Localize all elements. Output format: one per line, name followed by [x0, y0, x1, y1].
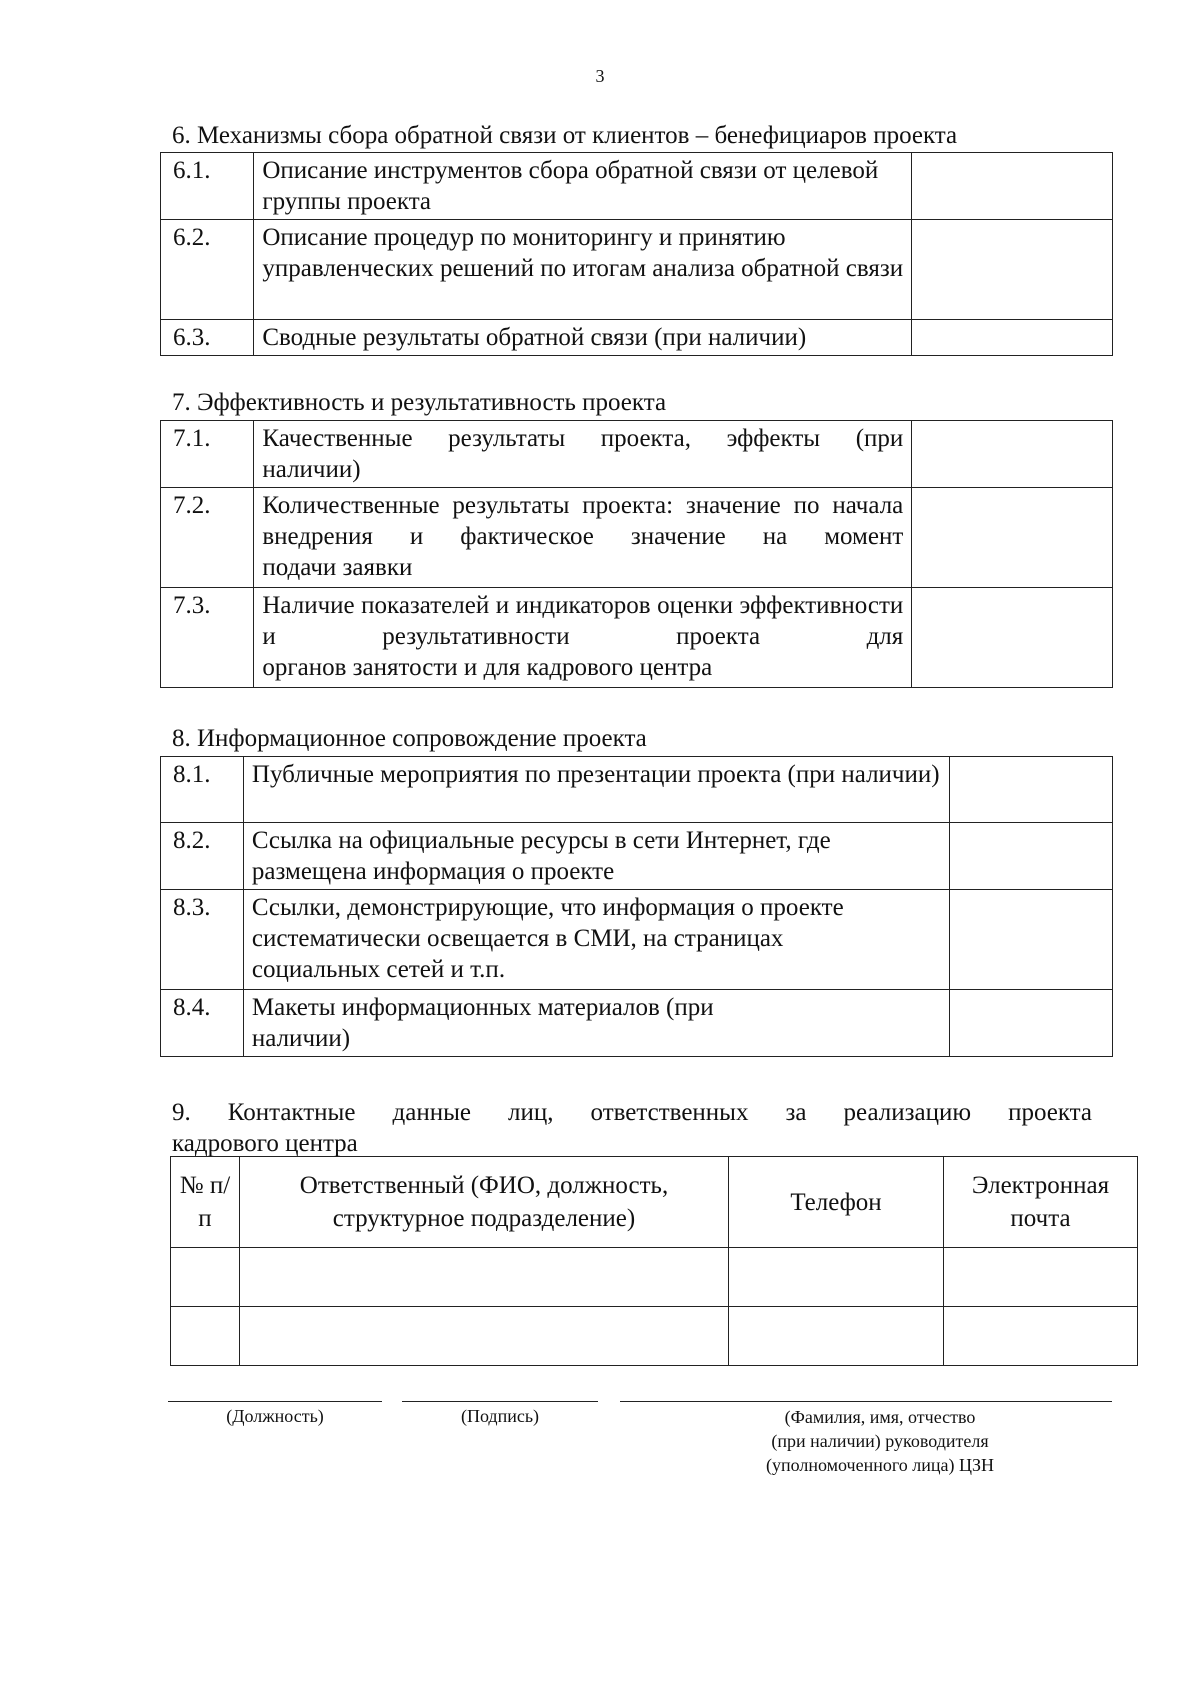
name-label [700, 1405, 1060, 1477]
row-description-last-line: органов занятости и для кадрового центра [262, 654, 713, 681]
row-number: 8.1. [161, 757, 244, 823]
table-row [161, 588, 1113, 688]
row-number: 8.4. [161, 990, 244, 1057]
header-email: Электронная почта [944, 1157, 1138, 1248]
section-8-table [160, 756, 1113, 1057]
section-7-table [160, 420, 1113, 688]
table-row [161, 488, 1113, 588]
section-9-title [172, 1097, 1092, 1159]
cell-phone[interactable] [729, 1307, 944, 1366]
section-6-table [160, 152, 1113, 356]
row-number: 7.2. [161, 488, 254, 588]
position-line[interactable] [168, 1401, 382, 1402]
row-description-last-line: подачи заявки [262, 554, 413, 581]
header-phone: Телефон [729, 1157, 944, 1248]
header-responsible: Ответственный (ФИО, должность, структурное подразделение) [240, 1157, 729, 1248]
table-row [171, 1307, 1138, 1366]
row-value-cell[interactable] [912, 320, 1113, 356]
row-description-text: Качественные результаты проекта, эффекты (при [262, 425, 904, 452]
row-number: 6.3. [161, 320, 254, 356]
table-row [161, 220, 1113, 320]
contacts-header-row [171, 1157, 1138, 1248]
signature-line[interactable] [402, 1401, 598, 1402]
table-row [161, 320, 1113, 356]
name-line[interactable] [620, 1401, 1112, 1402]
row-value-cell[interactable] [912, 588, 1113, 688]
row-number: 8.3. [161, 890, 244, 990]
row-description: Публичные мероприятия по презентации проекта (при наличии) [243, 757, 950, 823]
header-num: № п/п [171, 1157, 240, 1248]
name-label-line-2: (при наличии) руководителя [771, 1431, 989, 1451]
row-value-cell[interactable] [912, 220, 1113, 320]
row-description [254, 488, 912, 588]
row-description-last-line: наличии) [262, 456, 361, 483]
cell-phone[interactable] [729, 1248, 944, 1307]
cell-email[interactable] [944, 1248, 1138, 1307]
table-row [161, 153, 1113, 220]
name-label-line-1: (Фамилия, имя, отчество [784, 1407, 976, 1427]
row-value-cell[interactable] [950, 890, 1113, 990]
row-value-cell[interactable] [912, 421, 1113, 488]
section-8-title: 8. Информационное сопровождение проекта [172, 725, 647, 752]
row-number: 6.2. [161, 220, 254, 320]
section-7-title: 7. Эффективность и результативность проекта [172, 389, 667, 416]
cell-responsible[interactable] [240, 1248, 729, 1307]
position-label: (Должность) [226, 1406, 324, 1426]
row-description [254, 421, 912, 488]
section-9-title-line-2: кадрового центра [172, 1130, 358, 1157]
table-row [161, 990, 1113, 1057]
row-description: Ссылки, демонстрирующие, что информация о проекте систематически освещается в СМИ, на страницах социальных сетей и т.п. [243, 890, 950, 990]
row-value-cell[interactable] [950, 823, 1113, 890]
table-row [161, 421, 1113, 488]
row-description: Сводные результаты обратной связи (при наличии) [254, 320, 912, 356]
table-row [161, 823, 1113, 890]
row-value-cell[interactable] [912, 153, 1113, 220]
signature-label: (Подпись) [460, 1406, 540, 1426]
row-description: Описание инструментов сбора обратной связи от целевой группы проекта [254, 153, 912, 220]
name-label-line-3: (уполномоченного лица) ЦЗН [765, 1455, 995, 1475]
row-description-text: Количественные результаты проекта: значение по начала внедрения и фактическое значение на момент [262, 492, 904, 550]
row-value-cell[interactable] [950, 757, 1113, 823]
table-row [171, 1248, 1138, 1307]
contacts-table [170, 1156, 1138, 1366]
row-value-cell[interactable] [912, 488, 1113, 588]
cell-num[interactable] [171, 1307, 240, 1366]
cell-num[interactable] [171, 1248, 240, 1307]
row-description-text: Наличие показателей и индикаторов оценки эффективности и результативности проекта для [262, 592, 904, 650]
section-6-title: 6. Механизмы сбора обратной связи от клиентов – бенефициаров проекта [172, 122, 958, 149]
page-number: 3 [595, 66, 605, 86]
table-row [161, 757, 1113, 823]
row-number: 6.1. [161, 153, 254, 220]
table-row [161, 890, 1113, 990]
section-9-title-line-1: 9. Контактные данные лиц, ответственных за реализацию проекта [172, 1099, 1092, 1126]
row-value-cell[interactable] [950, 990, 1113, 1057]
row-description: Макеты информационных материалов (при наличии) [243, 990, 950, 1057]
row-number: 7.1. [161, 421, 254, 488]
row-description: Ссылка на официальные ресурсы в сети Интернет, где размещена информация о проекте [243, 823, 950, 890]
row-number: 8.2. [161, 823, 244, 890]
row-number: 7.3. [161, 588, 254, 688]
cell-email[interactable] [944, 1307, 1138, 1366]
cell-responsible[interactable] [240, 1307, 729, 1366]
row-description [254, 588, 912, 688]
row-description: Описание процедур по мониторингу и принятию управленческих решений по итогам анализа обратной связи [254, 220, 912, 320]
